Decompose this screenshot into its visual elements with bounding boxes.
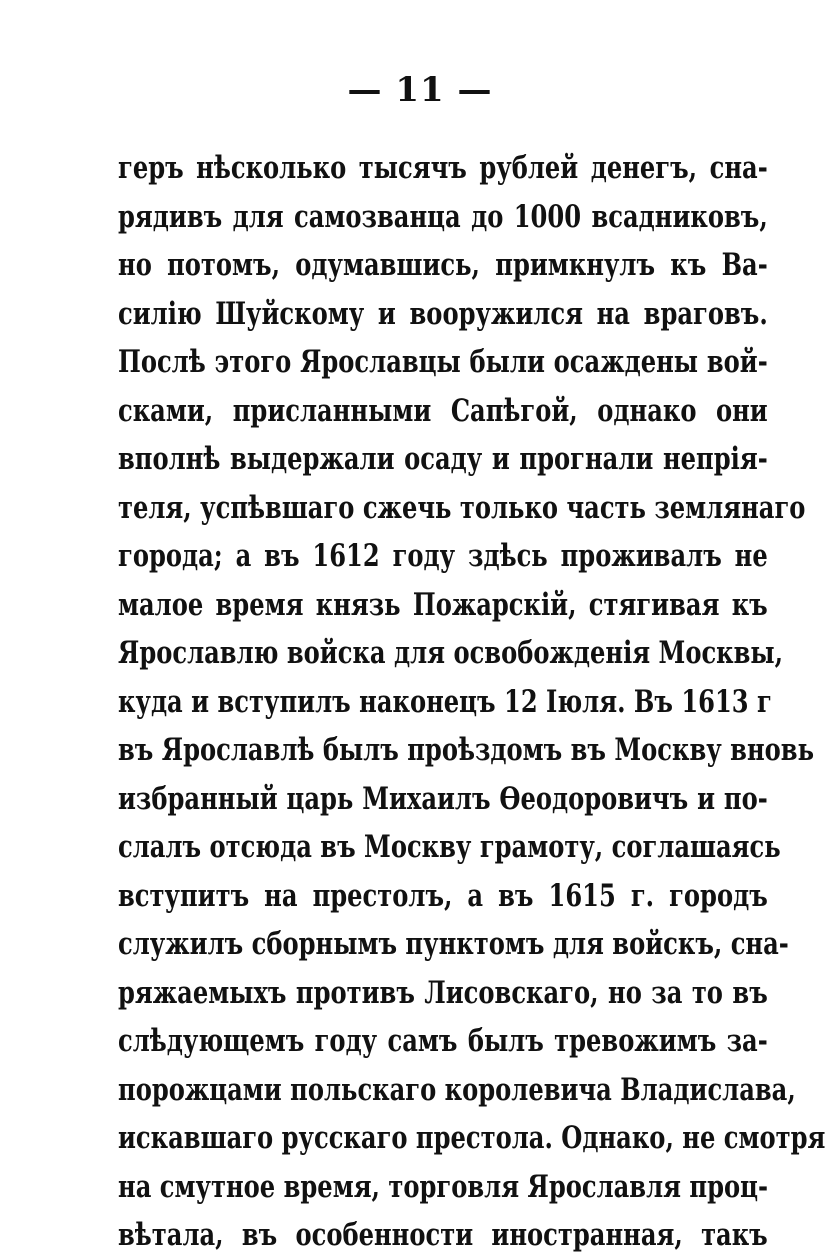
text-line: силію Шуйскому и вооружился на враговъ.: [118, 295, 768, 332]
text-line: слалъ отсюда въ Москву грамоту, соглашаясь: [118, 829, 781, 865]
text-line: рядивъ для самозванца до 1000 всадниковъ,: [118, 198, 768, 235]
text-line: вполнѣ выдержали осаду и прогнали непрія-: [118, 441, 768, 477]
text-line: Послѣ этого Ярославцы были осаждены вой-: [118, 344, 768, 380]
text-line: вступитъ на престолъ, а въ 1615 г. городъ: [118, 877, 768, 914]
text-line: сками, присланными Сапѣгой, однако они: [118, 392, 768, 429]
text-line: искавшаго русскаго престола. Однако, не смотря: [118, 1120, 826, 1156]
text-line: въ Ярославлѣ былъ проѣздомъ въ Москву вновь: [118, 732, 814, 768]
text-line: малое время князь Пожарскій, стягивая къ: [118, 586, 768, 623]
text-line: куда и вступилъ наконецъ 12 Іюля. Въ 1613 г: [118, 683, 772, 720]
text-line: вѣтала, въ особенности иностранная, такъ: [118, 1217, 768, 1253]
text-line: Ярославлю войска для освобожденія Москвы,: [118, 635, 784, 671]
text-line: теля, успѣвшаго сжечь только часть землянаго: [118, 489, 806, 526]
text-line: избранный царь Михаилъ Ѳеодоровичъ и по-: [118, 780, 768, 817]
text-line: ряжаемыхъ противъ Лисовскаго, но за то въ: [118, 974, 768, 1011]
text-line: служилъ сборнымъ пунктомъ для войскъ, сна-: [118, 926, 789, 962]
page-number: — 11 —: [347, 70, 493, 110]
text-line: города; а въ 1612 году здѣсь проживалъ не: [118, 538, 768, 574]
text-line: геръ нѣсколько тысячъ рублей денегъ, сна-: [118, 150, 768, 186]
text-line: но потомъ, одумавшись, примкнулъ къ Ва-: [118, 247, 768, 283]
text-line: слѣдующемъ году самъ былъ тревожимъ за-: [118, 1023, 768, 1059]
text-line: порожцами польскаго королевича Владислава,: [118, 1071, 796, 1108]
body-text: [118, 144, 826, 1260]
text-line: на смутное время, торговля Ярославля проц-: [118, 1168, 769, 1205]
